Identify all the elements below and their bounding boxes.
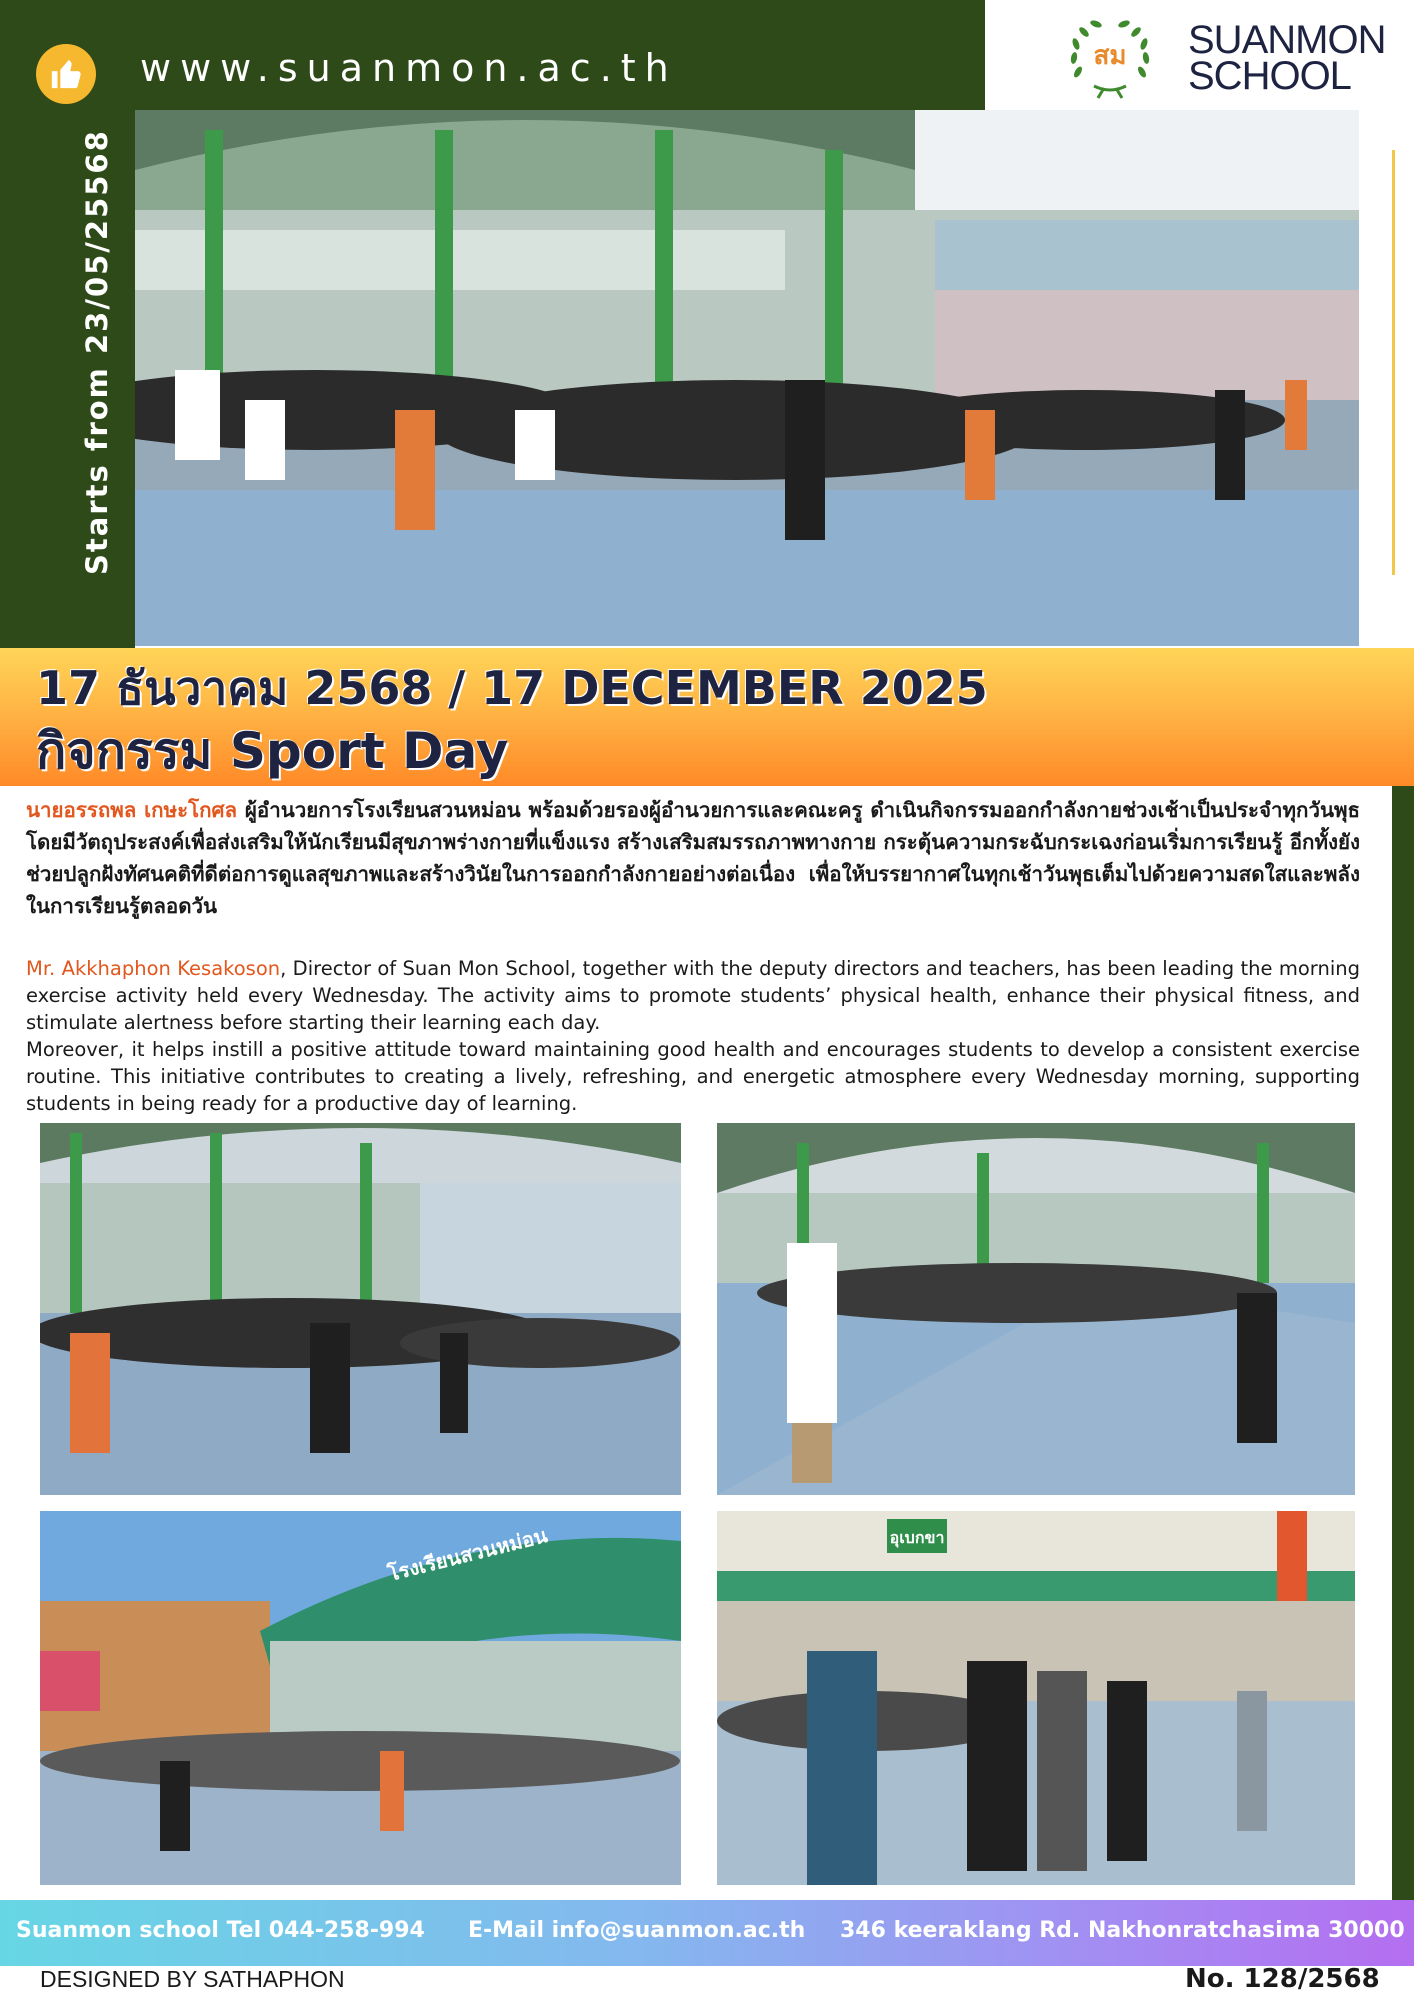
footer-email[interactable]: E-Mail info@suanmon.ac.th (468, 1918, 806, 1943)
event-title: กิจกรรม Sport Day (36, 722, 509, 780)
thai-director-name: นายอรรถพล เกษะโกศล (26, 798, 238, 822)
footer-phone: Suanmon school Tel 044-258-994 (16, 1918, 425, 1943)
footer-address: 346 keeraklang Rd. Nakhonratchasima 30000 (840, 1918, 1405, 1943)
activity-photo-2 (717, 1123, 1355, 1495)
website-url[interactable]: www.suanmon.ac.th (140, 46, 678, 90)
activity-photo-3 (40, 1511, 681, 1885)
thai-paragraph (26, 794, 1360, 922)
school-sign-text: โรงเรียนสวนหม่อน (385, 1523, 550, 1586)
english-para1: , Director of Suan Mon School, together with the deputy directors and teachers, has been leading the morning exercise activity held every Wednesday. The activity aims to promote students’ physical health, enhance their physical fitness, and stimulate alertness before starting their learning each day. (26, 957, 1360, 1034)
school-seal-logo (1064, 14, 1156, 100)
designer-credit: DESIGNED BY SATHAPHON (40, 1966, 345, 1992)
english-para2: Moreover, it helps instill a positive attitude toward maintaining good health and encourages students to develop a consistent exercise routine. This initiative contributes to creating a lively, refreshing, and energetic atmosphere every Wednesday morning, supporting students in being ready for a productive day of learning. (26, 1038, 1360, 1115)
hero-photo (135, 110, 1359, 646)
school-name (1188, 18, 1386, 98)
activity-photo-4 (717, 1511, 1355, 1885)
school-name-line2: SCHOOL (1188, 54, 1351, 98)
english-director-name: Mr. Akkhaphon Kesakoson (26, 957, 281, 980)
school-name-line1: SUANMON (1188, 18, 1386, 62)
right-side-bar (1392, 785, 1414, 1900)
start-date-label: Starts from 23/05/25568 (80, 129, 114, 575)
logo-text: สม (1093, 41, 1127, 71)
thumbs-up-icon (36, 44, 96, 104)
issue-number: No. 128/2568 (1185, 1964, 1380, 1994)
english-paragraph (26, 955, 1360, 1117)
event-date: 17 ธันวาคม 2568 / 17 DECEMBER 2025 (36, 661, 988, 715)
accent-line (1392, 150, 1395, 575)
thai-body: ผู้อำนวยการโรงเรียนสวนหม่อน พร้อมด้วยรองผู้อำนวยการและคณะครู ดำเนินกิจกรรมออกกำลังกายช่วงเช้าเป็นประจำทุกวันพุธ โดยมีวัตถุประสงค์เพื่อส่งเสริมให้นักเรียนมีสุขภาพร่างกายที่แข็งแรง สร้างเสริมสมรรถภาพทางกาย กระตุ้นความกระฉับกระเฉงก่อนเริ่มการเรียนรู้ อีกทั้งยังช่วยปลูกฝังทัศนคติที่ดีต่อการดูแลสุขภาพและสร้างวินัยในการออกกำลังกายอย่างต่อเนื่อง เพื่อให้บรรยากาศในทุกเช้าวันพุธเต็มไปด้วยความสดใสและพลังในการเรียนรู้ตลอดวัน (26, 798, 1360, 918)
left-side-bar (0, 110, 135, 650)
activity-photo-1 (40, 1123, 681, 1495)
building-sign-text: อุเบกขา (889, 1528, 945, 1547)
